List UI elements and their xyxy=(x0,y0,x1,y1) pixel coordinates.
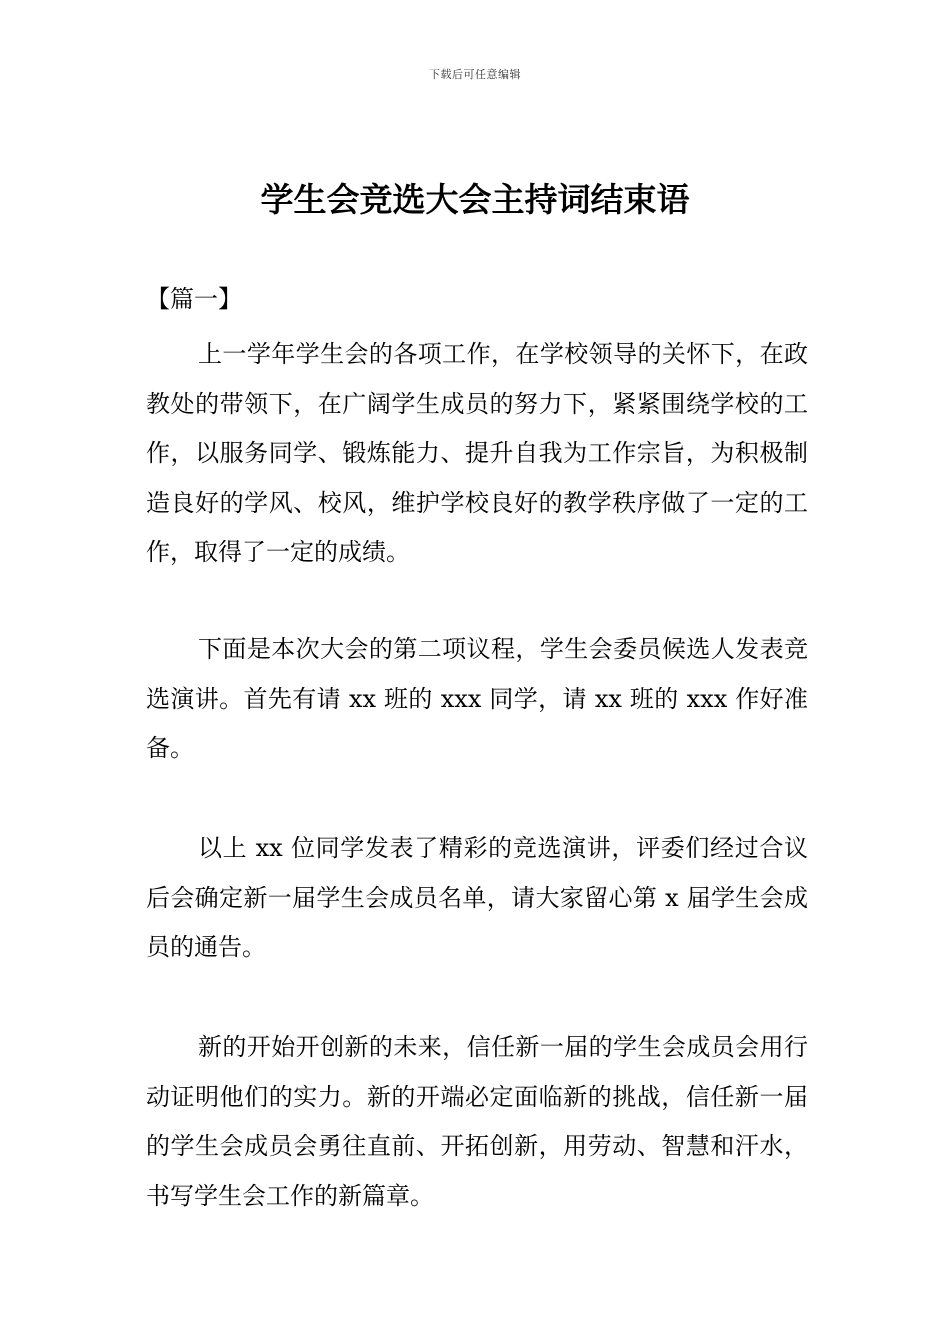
paragraph-3: 以上 xx 位同学发表了精彩的竞选演讲，评委们经过合议后会确定新一届学生会成员名单，请大家留心第 x 届学生会成员的通告。 xyxy=(146,834,808,961)
document-title: 学生会竞选大会主持词结束语 xyxy=(260,180,690,219)
paragraph-1: 上一学年学生会的各项工作，在学校领导的关怀下，在政教处的带领下，在广阔学生成员的努力下，紧紧围绕学校的工作，以服务同学、锻炼能力、提升自我为工作宗旨，为积极制造良好的学风、校风，维护学校良好的教学秩序做了一定的工作，取得了一定的成绩。 xyxy=(146,340,808,566)
paragraph-4: 新的开始开创新的未来，信任新一届的学生会成员会用行动证明他们的实力。新的开端必定面临新的挑战，信任新一届的学生会成员会勇往直前、开拓创新，用劳动、智慧和汗水，书写学生会工作的新篇章。 xyxy=(146,1033,808,1210)
header-note: 下载后可任意编辑 xyxy=(429,68,521,81)
paragraph-2: 下面是本次大会的第二项议程，学生会委员候选人发表竞选演讲。首先有请 xx 班的 xxx 同学，请 xx 班的 xxx 作好准备。 xyxy=(146,635,808,762)
section-label: 【篇一】 xyxy=(146,285,242,313)
